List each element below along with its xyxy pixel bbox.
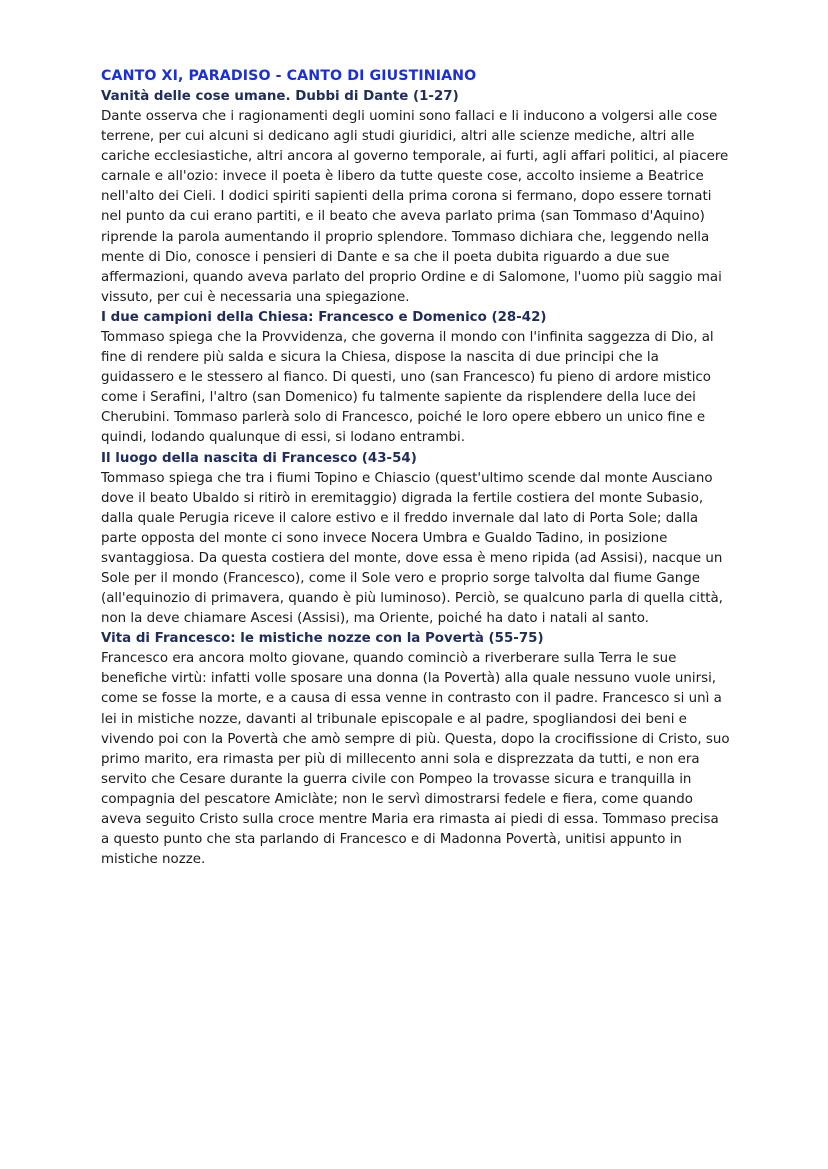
section-vita-francesco <box>101 629 731 870</box>
section-heading: Il luogo della nascita di Francesco (43-54) <box>101 450 417 466</box>
document-title: CANTO XI, PARADISO - CANTO DI GIUSTINIANO <box>101 68 477 84</box>
document-page <box>101 66 731 870</box>
section-campioni <box>101 308 731 449</box>
section-heading: Vita di Francesco: le mistiche nozze con la Povertà (55-75) <box>101 631 544 647</box>
section-heading: Vanità delle cose umane. Dubbi di Dante (1-27) <box>101 89 459 104</box>
section-vanita <box>101 87 731 308</box>
section-luogo-nascita <box>101 449 731 630</box>
section-paragraph: Dante osserva che i ragionamenti degli uomini sono fallaci e li inducono a volgersi alle cose terrene, per cui alcuni si dedicano agli studi giuridici, altri alle scienze mediche, altri alle cariche ecclesiastiche, altri ancora al governo temporale, ai furti, agli affari politici, al piacere carnale e all'ozio: invece il poeta è libero da tutte queste cose, accolto insieme a Beatrice nell'alto dei Cieli. I dodici spiriti sapienti della prima corona si fermano, dopo essere tornati nel punto da cui erano partiti, e il beato che aveva parlato prima (san Tommaso d'Aquino) riprende la parola aumentando il proprio splendore. Tommaso dichiara che, leggendo nella mente di Dio, conosce i pensieri di Dante e sa che il poeta dubita riguardo a due sue affermazioni, quando aveva parlato del proprio Ordine e di Salomone, l'uomo più saggio mai vissuto, per cui è necessaria una spiegazione. <box>101 109 729 305</box>
section-paragraph: Tommaso spiega che la Provvidenza, che governa il mondo con l'infinita saggezza di Dio, al fine di rendere più salda e sicura la Chiesa, dispose la nascita di due principi che la guidassero e le stessero al fianco. Di questi, uno (san Francesco) fu pieno di ardore mistico come i Serafini, l'altro (san Domenico) fu talmente sapiente da risplendere della luce dei Cherubini. Tommaso parlerà solo di Francesco, poiché le loro opere ebbero un unico fine e quindi, lodando qualunque di essi, si lodano entrambi. <box>101 329 714 446</box>
section-heading: I due campioni della Chiesa: Francesco e Domenico (28-42) <box>101 309 547 325</box>
section-paragraph: Tommaso spiega che tra i fiumi Topino e Chiascio (quest'ultimo scende dal monte Ausciano dove il beato Ubaldo si ritirò in eremitaggio) digrada la fertile costiera del monte Subasio, dalla quale Perugia riceve il calore estivo e il freddo invernale dal lato di Porta Sole; dalla parte opposta del monte ci sono invece Nocera Umbra e Gualdo Tadino, in posizione svantaggiosa. Da questa costiera del monte, dove essa è meno ripida (ad Assisi), nacque un Sole per il mondo (Francesco), come il Sole vero e proprio sorge talvolta dal fiume Gange (all'equinozio di primavera, quando è più luminoso). Perciò, se qualcuno parla di quella città, non la deve chiamare Ascesi (Assisi), ma Oriente, poiché ha dato i natali al santo. <box>101 470 723 627</box>
section-paragraph: Francesco era ancora molto giovane, quando cominciò a riverberare sulla Terra le sue benefiche virtù: infatti volle sposare una donna (la Povertà) alla quale nessuno vuole unirsi, come se fosse la morte, e a causa di essa venne in contrasto con il padre. Francesco si unì a lei in mistiche nozze, davanti al tribunale episcopale e al padre, spogliandosi dei beni e vivendo poi con la Povertà che amò sempre di più. Questa, dopo la crocifissione di Cristo, suo primo marito, era rimasta per più di millecento anni sola e disprezzata da tutti, e non era servito che Cesare durante la guerra civile con Pompeo la trovasse sicura e tranquilla in compagnia del pescatore Amiclàte; non le servì dimostrarsi fedele e fiera, come quando aveva seguito Cristo sulla croce mentre Maria era rimasta ai piedi di essa. Tommaso precisa a questo punto che sta parlando di Francesco e di Madonna Povertà, unitisi appunto in mistiche nozze. <box>101 651 730 868</box>
